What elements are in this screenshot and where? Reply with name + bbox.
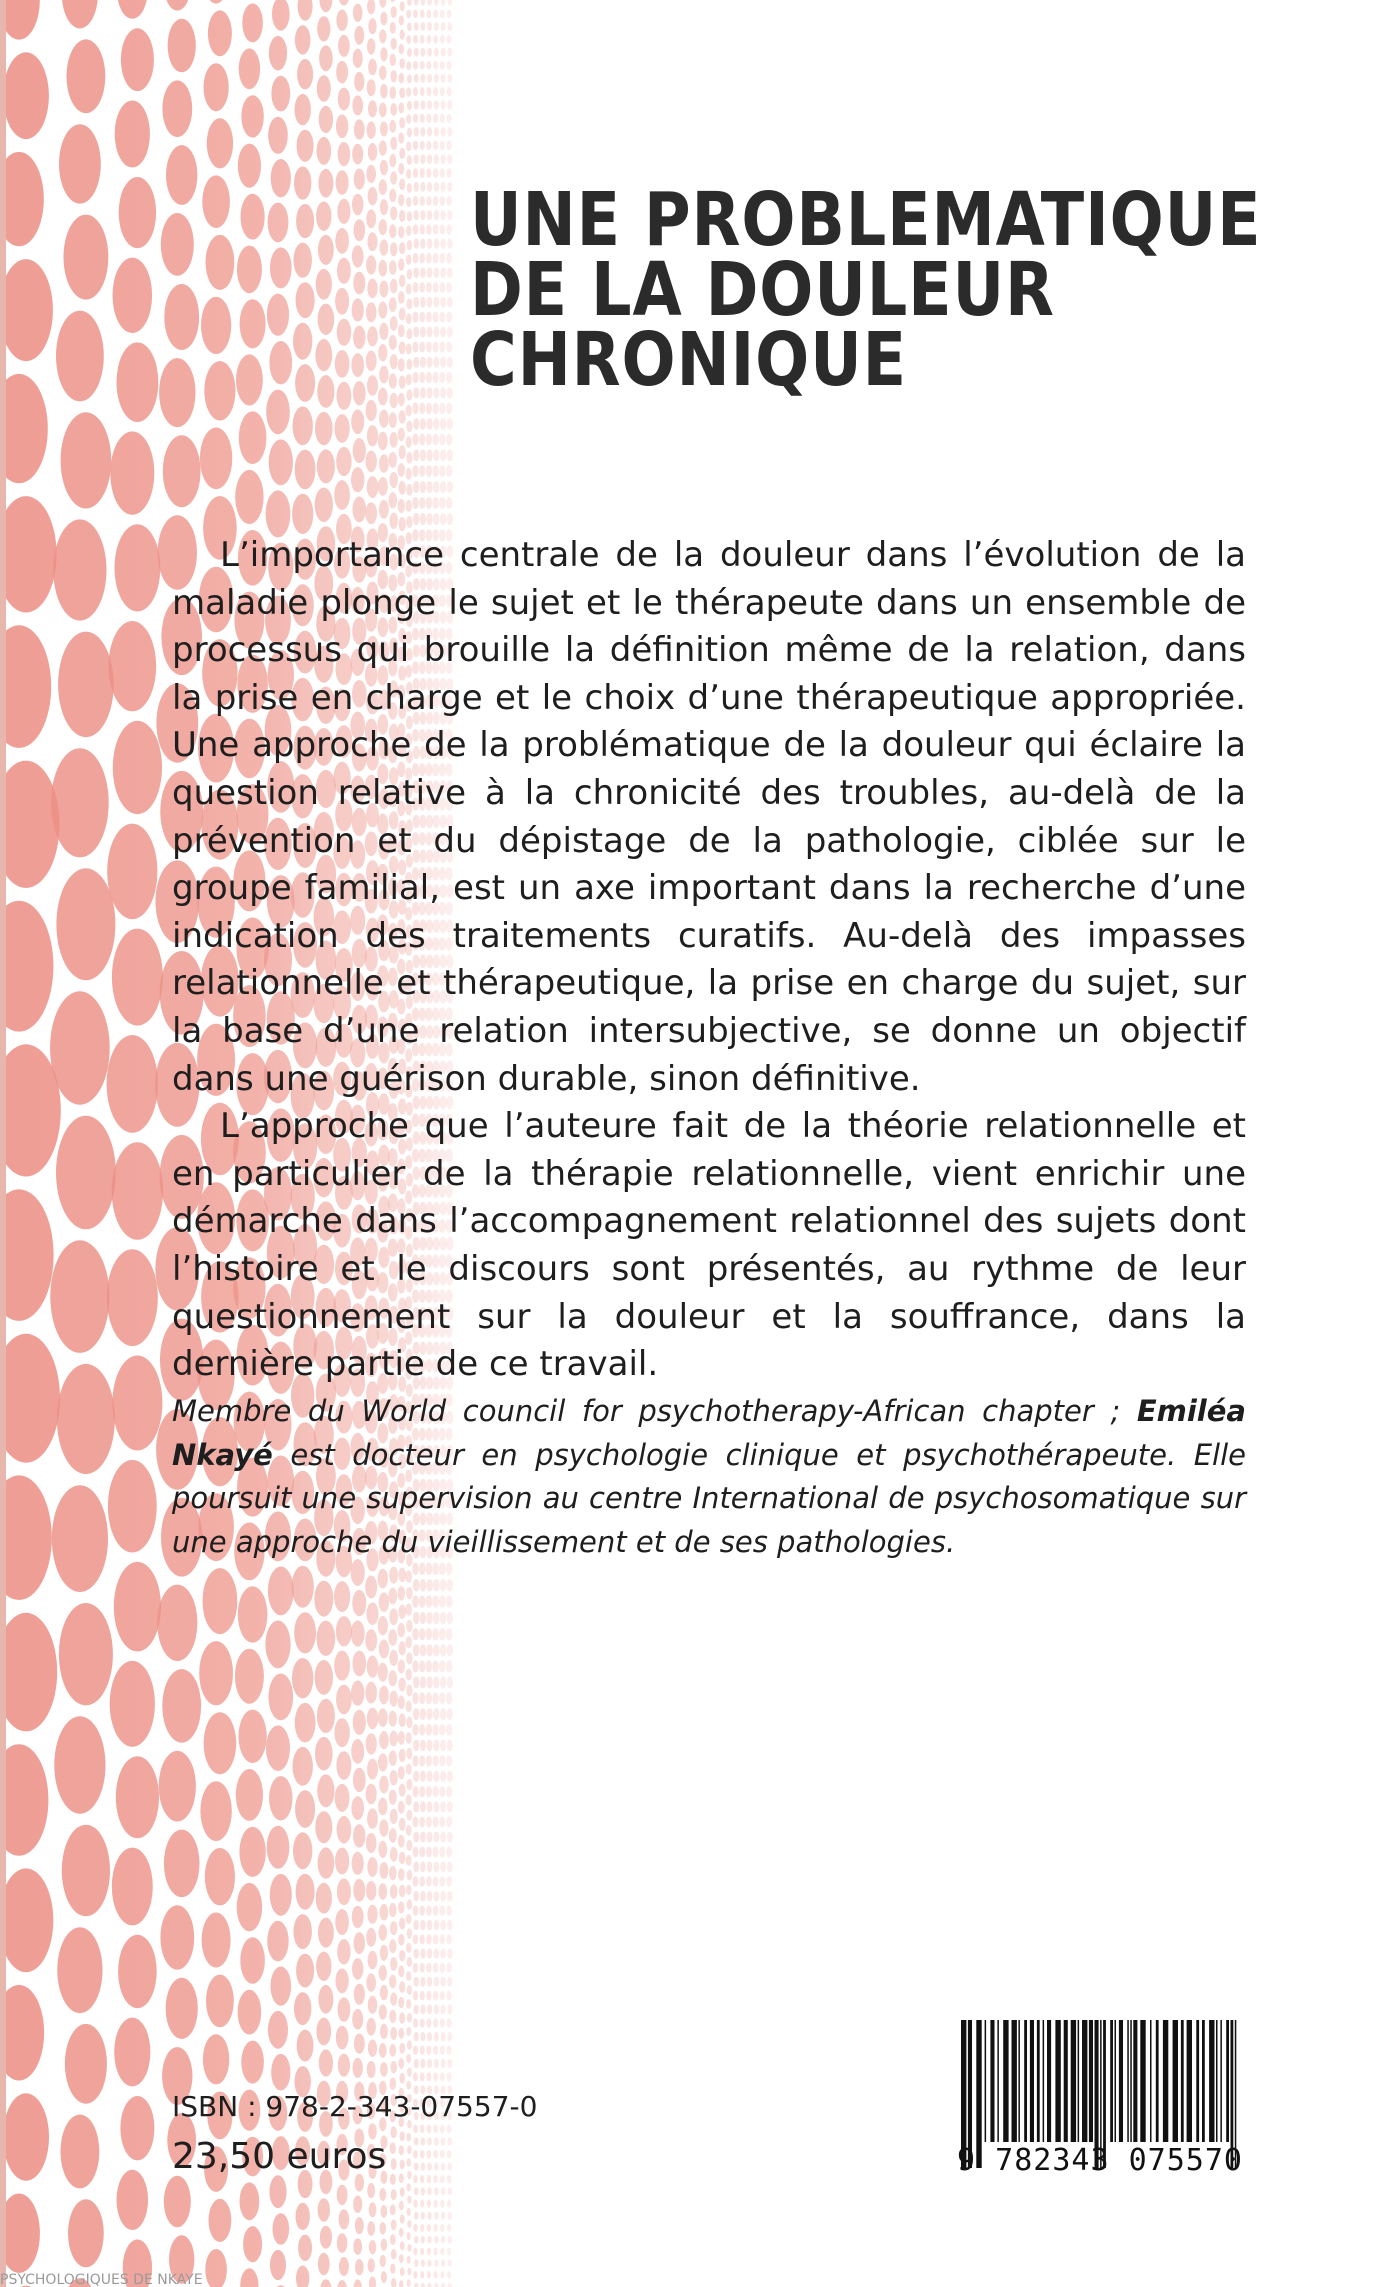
barcode-bar (1055, 2020, 1060, 2142)
barcode-digits: 9 782343 075570 (957, 2143, 1243, 2178)
barcode-bar (1018, 2020, 1020, 2142)
title-line-2: DE LA DOULEUR (470, 247, 1055, 333)
author-bio (172, 1390, 1246, 1564)
price: 23,50 euros (172, 2136, 387, 2177)
barcode-bar (1196, 2020, 1199, 2142)
barcode-bar (1173, 2020, 1178, 2142)
cover-edge-strip (0, 0, 6, 2287)
bio-suffix: est docteur en psychologie clinique et psychothérapeute. Elle poursuit une supervision au centre International de psychosomatique sur une approche du vieillissement et de ses pathologies. (172, 1437, 1246, 1559)
barcode-bar (1127, 2020, 1129, 2142)
barcode-bar (1043, 2020, 1045, 2142)
barcode-bar (1130, 2020, 1132, 2142)
barcode-bar (1163, 2020, 1168, 2142)
barcode-bar (1181, 2020, 1184, 2142)
barcode-bar (1202, 2020, 1205, 2142)
blurb-paragraph-2: L’approche que l’auteure fait de la théorie relationnelle et en particulier de la thérapie relationnelle, vient enrichir une démarche dans l’accompagnement relationnel des sujets dont l’histoire et le discours sont présentés, au rythme de leur questionnement sur la douleur et la souffrance, dans la dernière partie de ce travail. (172, 1106, 1246, 1385)
barcode-bar (1140, 2020, 1145, 2142)
barcode-bar (1089, 2020, 1093, 2142)
bottom-series-text: PSYCHOLOGIQUES DE NKAYE (0, 2272, 203, 2287)
barcode-bar (1156, 2020, 1159, 2142)
barcode-bar (1150, 2020, 1152, 2142)
barcode-bar (1030, 2020, 1034, 2142)
barcode-bar (1119, 2020, 1123, 2142)
barcode-bar (1037, 2020, 1040, 2142)
barcode-bar (997, 2020, 999, 2142)
barcode-bar (1209, 2020, 1214, 2142)
bio-prefix: Membre du World council for psychotherapy-African chapter ; (172, 1394, 1137, 1428)
barcode-bar (1064, 2020, 1068, 2142)
barcode-bar (1133, 2020, 1137, 2142)
barcode-bar (1115, 2020, 1117, 2142)
barcode-bar (1024, 2020, 1027, 2142)
blurb-paragraph-1: L’importance centrale de la douleur dans l’évolution de la maladie plonge le sujet et le thérapeute dans un ensemble de processus qui brouille la définition même de la relation, dans la prise en charge et le choix d’une thérapeutique appropriée. Une approche de la problématique de la douleur qui éclaire la question relative à la chronicité des troubles, au-delà de la prévention et du dépistage de la pathologie, ciblée sur le groupe familial, est un axe important dans la recherche d’une indication des traitements curatifs. Au-delà des impasses relationnelle et thérapeutique, la prise en charge du sujet, sur la base d’une relation intersubjective, se donne un objectif dans une guérison durable, sinon définitive. (172, 535, 1246, 1099)
barcode-bar (1216, 2020, 1218, 2142)
barcode-bar (1110, 2020, 1113, 2142)
barcode-bar (1047, 2020, 1051, 2142)
barcode-bar (1003, 2020, 1008, 2142)
barcode-bar (1078, 2020, 1080, 2142)
barcode-bar (1226, 2020, 1229, 2142)
barcode-bar (990, 2020, 994, 2142)
isbn: ISBN : 978-2-343-07557-0 (172, 2090, 538, 2123)
blurb (172, 532, 1246, 1389)
title-line-3: CHRONIQUE (470, 317, 908, 403)
title-line-1: UNE PROBLEMATIQUE (470, 177, 1262, 263)
barcode-bar (1082, 2020, 1087, 2142)
book-title (470, 177, 1262, 403)
barcode-bar (1220, 2020, 1222, 2142)
barcode-bar (1187, 2020, 1192, 2142)
author-name: Emiléa Nkayé (172, 1394, 1246, 1472)
barcode-bar (1071, 2020, 1076, 2142)
barcode-bar (1012, 2020, 1017, 2142)
barcode-bar (985, 2020, 987, 2142)
